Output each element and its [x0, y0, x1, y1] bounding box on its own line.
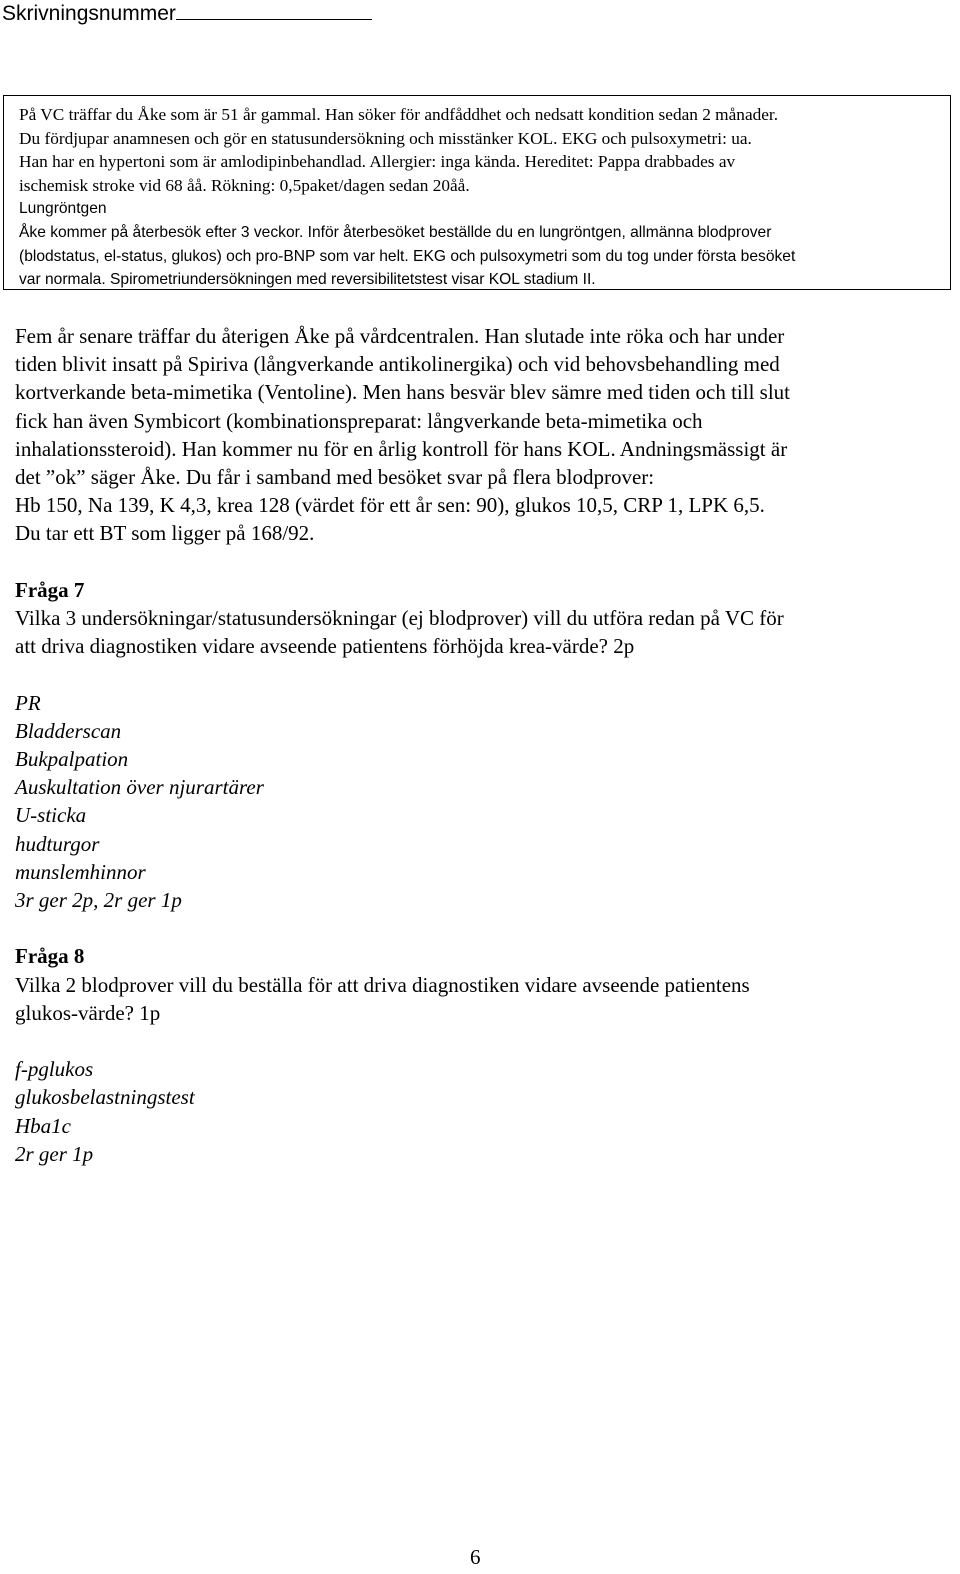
case-line: På VC träffar du Åke som är 51 år gammal. Han söker för andfåddhet och nedsatt kondition sedan 2 månader. — [19, 105, 779, 124]
exam-number-header — [2, 0, 372, 28]
question-7-title: Fråga 7 — [15, 577, 85, 602]
question-8-answers — [15, 1055, 945, 1168]
question-8-title: Fråga 8 — [15, 944, 85, 969]
answer-item: glukosbelastningstest — [15, 1085, 195, 1110]
scenario-line: kortverkande beta-mimetika (Ventoline). Men hans besvär blev sämre med tiden och till slut — [15, 380, 791, 405]
case-line: Han har en hypertoni som är amlodipinbehandlad. Allergier: inga kända. Hereditet: Pappa drabbades av — [19, 152, 736, 172]
case-followup-line: (blodstatus, el-status, glukos) och pro-BNP som var helt. EKG och pulsoxymetri som du tog under första besöket — [19, 247, 796, 265]
question-8 — [15, 942, 945, 1168]
page-number: 6 — [470, 1545, 481, 1569]
scenario-line: det ”ok” säger Åke. Du får i samband med besöket svar på flera blodprover: — [15, 465, 655, 490]
spacer — [15, 660, 945, 688]
spacer — [15, 1027, 945, 1055]
spacer — [15, 548, 945, 576]
scenario-line: fick han även Symbicort (kombinationspreparat: långverkande beta-mimetika och — [15, 408, 703, 433]
scenario-paragraph — [15, 322, 945, 548]
question-7-text-line: att driva diagnostiken vidare avseende patientens förhöjda krea-värde? 2p — [15, 634, 635, 659]
exam-number-label: Skrivningsnummer — [2, 2, 176, 25]
scenario-line: Du tar ett BT som ligger på 168/92. — [15, 521, 315, 546]
question-8-text-line: glukos-värde? 1p — [15, 1000, 161, 1025]
spacer — [15, 914, 945, 942]
main-content — [15, 322, 945, 1168]
scenario-line: tiden blivit insatt på Spiriva (långverkande antikolinergika) och vid behovsbehandling med — [15, 352, 780, 377]
scoring-note: 2r ger 1p — [15, 1141, 94, 1166]
answer-item: PR — [15, 690, 41, 715]
case-followup-line: Åke kommer på återbesök efter 3 veckor. Inför återbesöket beställde du en lungröntgen, allmänna blodprover — [19, 223, 772, 241]
exam-number-blank-line — [176, 0, 372, 20]
answer-item: Bladderscan — [15, 718, 122, 743]
answer-item: Hba1c — [15, 1113, 71, 1138]
question-7 — [15, 576, 945, 914]
question-8-text-line: Vilka 2 blodprover vill du beställa för att driva diagnostiken vidare avseende patientens — [15, 972, 750, 997]
case-followup-line: var normala. Spirometriundersökningen med reversibilitetstest visar KOL stadium II. — [19, 271, 596, 289]
scenario-line: Fem år senare träffar du återigen Åke på vårdcentralen. Han slutade inte röka och har under — [15, 324, 785, 348]
answer-item: Auskultation över njurartärer — [15, 775, 264, 800]
answer-item: f-pglukos — [15, 1057, 94, 1082]
scenario-line: Hb 150, Na 139, K 4,3, krea 128 (värdet för ett år sen: 90), glukos 10,5, CRP 1, LPK 6,5. — [15, 493, 765, 518]
case-line: Du fördjupar anamnesen och gör en statusundersökning och misstänker KOL. EKG och pulsoxymetri: ua. — [19, 128, 752, 148]
answer-item: munslemhinnor — [15, 859, 146, 884]
scenario-line: inhalationssteroid). Han kommer nu för en årlig kontroll för hans KOL. Andningsmässigt är — [15, 436, 788, 461]
answer-item: Bukpalpation — [15, 747, 129, 772]
answer-item: U-sticka — [15, 803, 87, 828]
case-line: ischemisk stroke vid 68 åå. Rökning: 0,5paket/dagen sedan 20åå. — [19, 175, 470, 195]
question-7-answers — [15, 689, 945, 915]
answer-item: hudturgor — [15, 831, 100, 856]
case-heading-lungrontgen: Lungröntgen — [19, 200, 107, 218]
case-summary-box — [3, 95, 951, 290]
question-7-text-line: Vilka 3 undersökningar/statusundersökningar (ej blodprover) vill du utföra redan på VC för — [15, 606, 784, 631]
scoring-note: 3r ger 2p, 2r ger 1p — [15, 888, 182, 913]
